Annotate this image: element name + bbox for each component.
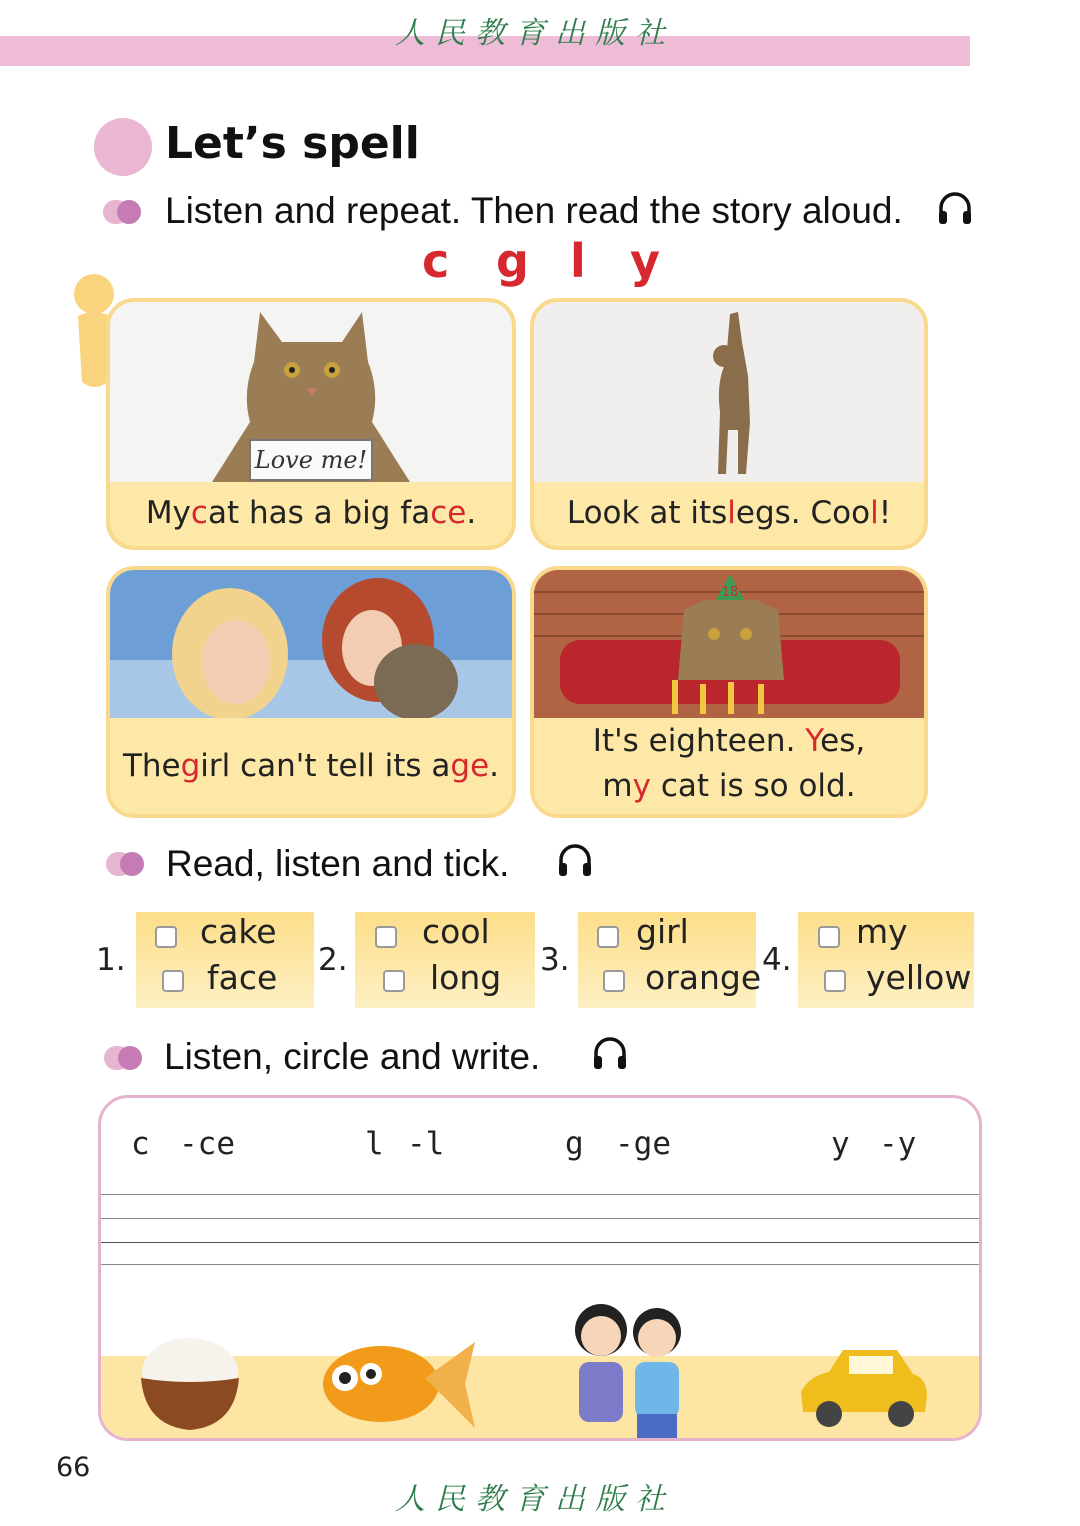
goldfish-icon bbox=[315, 1328, 479, 1438]
writing-line[interactable] bbox=[101, 1218, 979, 1219]
section-title: Let’s spell bbox=[165, 118, 420, 169]
instruction-listen-repeat: Listen and repeat. Then read the story aloud. bbox=[165, 190, 903, 231]
tick-checkbox[interactable] bbox=[162, 970, 184, 992]
writing-line[interactable] bbox=[101, 1194, 979, 1195]
story-panel-4 bbox=[530, 566, 928, 818]
tick-word: long bbox=[430, 958, 502, 997]
circle-option[interactable]: y bbox=[831, 1126, 850, 1162]
highlighted-letters: ge bbox=[450, 747, 490, 784]
rice-bowl-icon bbox=[135, 1334, 245, 1434]
bullet-icon bbox=[103, 200, 141, 224]
circle-option[interactable]: g bbox=[565, 1126, 584, 1162]
story-panel-1 bbox=[106, 298, 516, 550]
boy-and-girl-icon bbox=[553, 1294, 703, 1441]
tick-word: girl bbox=[636, 912, 689, 951]
highlighted-letters: Y bbox=[805, 723, 821, 760]
caption-text: The bbox=[122, 747, 181, 784]
caption-text: irl can't tell its a bbox=[200, 747, 451, 784]
highlighted-letters: c bbox=[190, 494, 208, 531]
caption-text: My bbox=[145, 494, 191, 531]
story-caption-4-line-2 bbox=[602, 764, 855, 809]
highlighted-letters: l bbox=[870, 494, 879, 531]
tick-word: yellow bbox=[866, 958, 972, 997]
caption-text: Look at its bbox=[566, 494, 728, 531]
phonics-letter-g: g bbox=[496, 234, 529, 288]
publisher-logo: 人民教育出版社 bbox=[395, 1482, 675, 1517]
highlighted-letters: ce bbox=[430, 494, 467, 531]
story-caption-4 bbox=[534, 714, 924, 814]
tick-checkbox[interactable] bbox=[603, 970, 625, 992]
party-hat-number: 18 bbox=[721, 585, 739, 600]
writing-line[interactable] bbox=[101, 1264, 979, 1265]
caption-text: ! bbox=[878, 494, 892, 531]
publisher-logo: 人民教育出版社 bbox=[395, 16, 675, 51]
tick-checkbox[interactable] bbox=[597, 926, 619, 948]
story-panel-3 bbox=[106, 566, 516, 818]
caption-text: It's eighteen. bbox=[592, 723, 806, 760]
instruction-read-listen-tick: Read, listen and tick. bbox=[166, 843, 510, 884]
bullet-icon bbox=[106, 852, 144, 876]
circle-option[interactable]: l bbox=[365, 1126, 384, 1162]
tick-checkbox[interactable] bbox=[383, 970, 405, 992]
highlighted-letters: y bbox=[632, 768, 651, 804]
title-dot bbox=[94, 118, 152, 176]
tick-item-number: 2. bbox=[318, 942, 348, 978]
tick-item-number: 4. bbox=[762, 942, 792, 978]
tick-item-number: 3. bbox=[540, 942, 570, 978]
phonics-letter-c: c bbox=[422, 234, 450, 288]
tick-checkbox[interactable] bbox=[824, 970, 846, 992]
instruction-listen-circle-write: Listen, circle and write. bbox=[164, 1036, 541, 1077]
story-panel-2 bbox=[530, 298, 928, 550]
caption-text: cat is so old. bbox=[650, 768, 856, 804]
circle-option[interactable]: -l bbox=[407, 1126, 445, 1162]
tick-word: cake bbox=[200, 912, 277, 951]
caption-text: at has a big fa bbox=[207, 494, 431, 531]
circle-option[interactable]: -y bbox=[879, 1126, 917, 1162]
tick-word: cool bbox=[422, 912, 490, 951]
story-caption-3 bbox=[110, 718, 512, 814]
bullet-icon bbox=[104, 1046, 142, 1070]
caption-text: . bbox=[466, 494, 477, 531]
highlighted-letters: l bbox=[727, 494, 736, 531]
tick-checkbox[interactable] bbox=[155, 926, 177, 948]
tick-checkbox[interactable] bbox=[818, 926, 840, 948]
headphone-icon[interactable] bbox=[590, 1033, 630, 1073]
caption-text: egs. Coo bbox=[735, 494, 871, 531]
headphone-icon[interactable] bbox=[935, 188, 975, 228]
circle-option[interactable]: -ce bbox=[179, 1126, 235, 1162]
tick-item-number: 1. bbox=[96, 942, 126, 978]
phonics-letter-y: y bbox=[630, 234, 660, 288]
circle-option[interactable]: c bbox=[131, 1126, 150, 1162]
page-number: 66 bbox=[56, 1452, 91, 1483]
caption-text: m bbox=[602, 768, 633, 804]
caption-text: . bbox=[489, 747, 500, 784]
caption-text: es, bbox=[820, 723, 866, 760]
cat-love-me-image bbox=[110, 302, 512, 482]
story-caption-1 bbox=[110, 480, 512, 546]
cat-standing-image bbox=[534, 302, 924, 482]
highlighted-letters: g bbox=[180, 747, 201, 784]
girls-with-cat-image bbox=[110, 570, 512, 718]
story-caption-2 bbox=[534, 480, 924, 546]
cat-birthday-image bbox=[534, 570, 924, 718]
car-icon bbox=[793, 1342, 933, 1432]
tick-checkbox[interactable] bbox=[375, 926, 397, 948]
writing-line[interactable] bbox=[101, 1242, 979, 1243]
tick-word: my bbox=[856, 912, 908, 951]
tick-word: orange bbox=[645, 958, 762, 997]
cat-sign-text: Love me! bbox=[254, 446, 368, 474]
headphone-icon[interactable] bbox=[555, 840, 595, 880]
story-caption-4-line-1 bbox=[593, 719, 865, 764]
phonics-letter-l: l bbox=[570, 234, 586, 288]
circle-option[interactable]: -ge bbox=[615, 1126, 671, 1162]
circle-and-write-box bbox=[98, 1095, 982, 1441]
tick-word: face bbox=[207, 958, 278, 997]
